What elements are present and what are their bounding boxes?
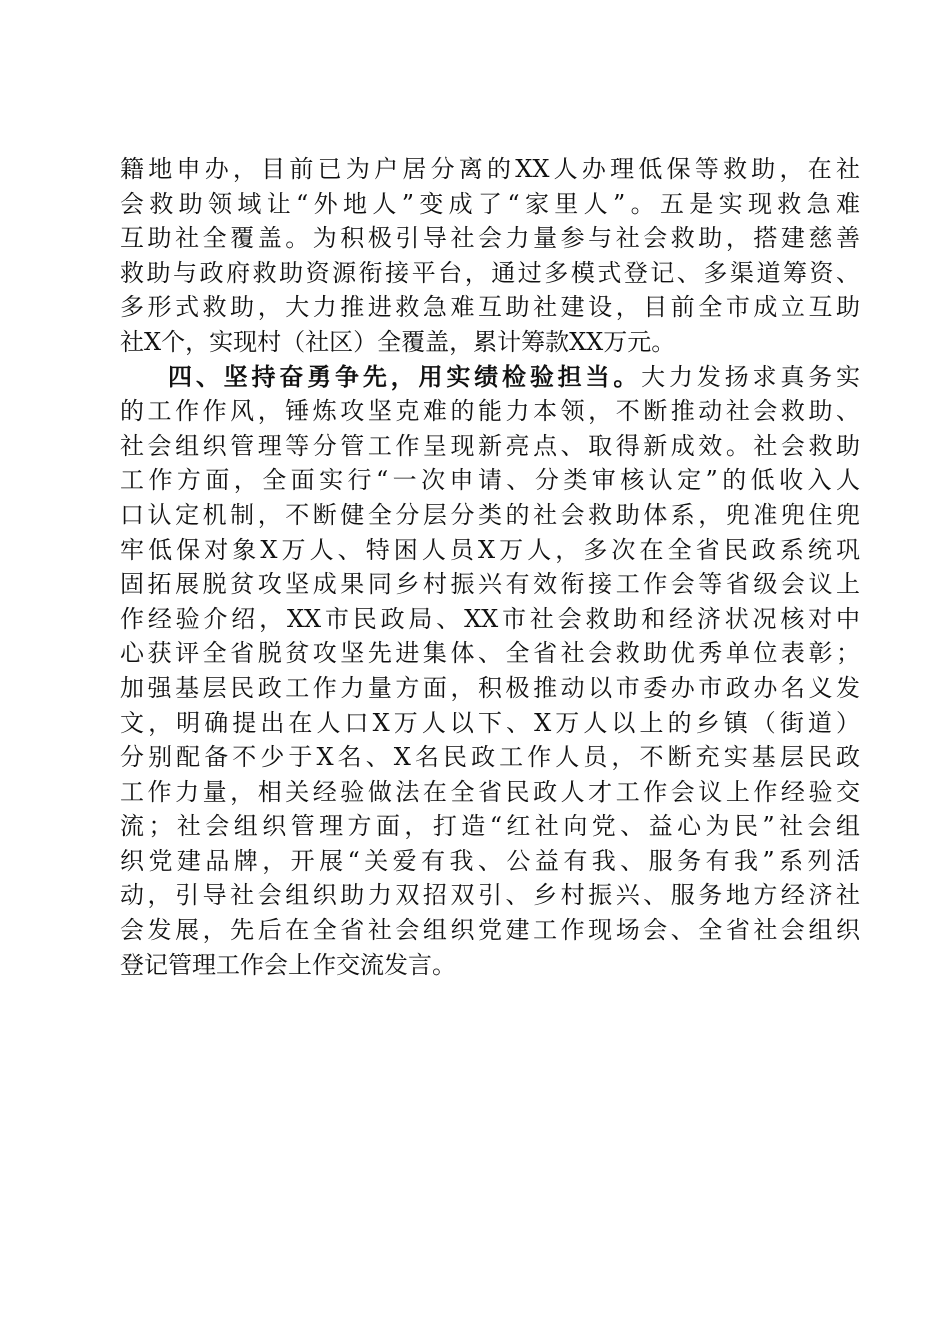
paragraph-line: 工作方面，全面实行“一次申请、分类审核认定”的低收入人 [120,466,860,495]
paragraph-line: 的工作作风，锤炼攻坚克难的能力本领，不断推动社会救助、 [120,397,860,426]
paragraph-line: 籍地申办，目前已为户居分离的XX人办理低保等救助，在社 [120,155,860,183]
paragraph-line: 会发展，先后在全省社会组织党建工作现场会、全省社会组织 [120,916,860,945]
paragraph-line: 工作力量，相关经验做法在全省民政人才工作会议上作经验交 [120,777,860,806]
paragraph-line: 救助与政府救助资源衔接平台，通过多模式登记、多渠道筹资、 [120,258,860,287]
section-four-heading: 四、坚持奋勇争先，用实绩检验担当。 [168,361,642,391]
section-four-first-line [120,360,860,395]
paragraph-line: 牢低保对象X万人、特困人员X万人，多次在全省民政系统巩 [120,535,860,564]
paragraph-line: 文，明确提出在人口X万人以下、X万人以上的乡镇（街道） [120,708,860,737]
paragraph-line: 社会组织管理等分管工作呈现新亮点、取得新成效。社会救助 [120,431,860,460]
paragraph-line: 作经验介绍，XX市民政局、XX市社会救助和经济状况核对中 [120,604,860,633]
paragraph-line: 分别配备不少于X名、X名民政工作人员，不断充实基层民政 [120,743,860,772]
paragraph-line: 心获评全省脱贫攻坚先进集体、全省社会救助优秀单位表彰； [120,639,860,668]
paragraph-line: 社X个，实现村（社区）全覆盖，累计筹款XX万元。 [120,327,676,356]
paragraph-line: 互助社全覆盖。为积极引导社会力量参与社会救助，搭建慈善 [120,224,860,253]
paragraph-line: 织党建品牌，开展“关爱有我、公益有我、服务有我”系列活 [120,846,860,875]
document-body [120,152,860,982]
paragraph-line: 动，引导社会组织助力双招双引、乡村振兴、服务地方经济社 [120,881,860,910]
paragraph-line: 口认定机制，不断健全分层分类的社会救助体系，兜准兜住兜 [120,500,860,529]
section-four-lead-text: 大力发扬求真务实 [641,362,861,391]
paragraph-line: 登记管理工作会上作交流发言。 [120,950,456,979]
paragraph-line: 会救助领域让“外地人”变成了“家里人”。五是实现救急难 [120,189,860,218]
paragraph-line: 多形式救助，大力推进救急难互助社建设，目前全市成立互助 [120,293,860,322]
paragraph-line: 加强基层民政工作力量方面，积极推动以市委办市政办名义发 [120,673,860,702]
paragraph-line: 固拓展脱贫攻坚成果同乡村振兴有效衔接工作会等省级会议上 [120,570,860,599]
paragraph-line: 流；社会组织管理方面，打造“红社向党、益心为民”社会组 [120,812,860,841]
